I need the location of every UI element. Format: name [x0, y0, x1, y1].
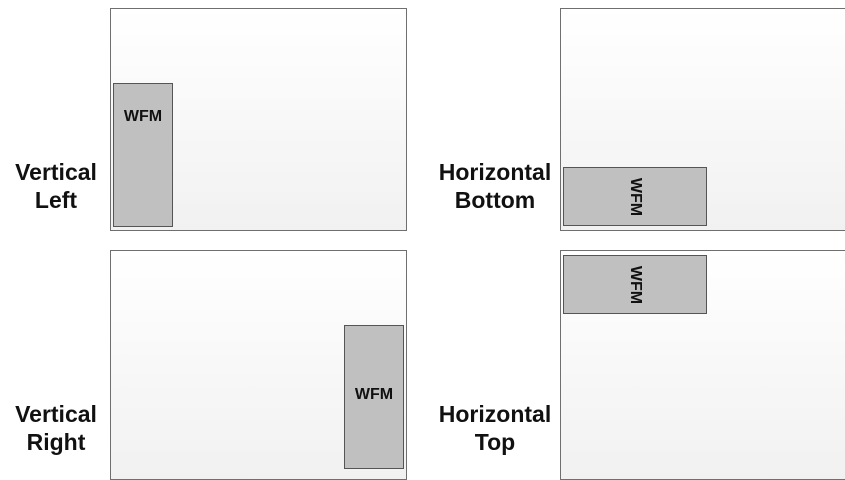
label-horizontal-top: [430, 400, 560, 456]
panel-vertical-left: [110, 8, 407, 231]
wfm-label: WFM: [354, 386, 394, 403]
label-vertical-left: [6, 158, 106, 214]
label-line2: Bottom: [454, 187, 536, 213]
panel-vertical-right: [110, 250, 407, 480]
label-vertical-right: [6, 400, 106, 456]
label-line2: Top: [474, 429, 516, 455]
label-line1: Horizontal: [438, 401, 552, 427]
wfm-box: [563, 167, 707, 226]
wfm-box: [563, 255, 707, 314]
label-horizontal-bottom: [430, 158, 560, 214]
wfm-label: WFM: [626, 177, 644, 216]
wfm-box: [344, 325, 404, 469]
label-line1: Vertical: [15, 159, 97, 185]
label-line1: Vertical: [15, 401, 97, 427]
label-line2: Right: [26, 429, 86, 455]
wfm-box: [113, 83, 173, 227]
label-line2: Left: [34, 187, 78, 213]
panel-horizontal-bottom: [560, 8, 845, 231]
label-line1: Horizontal: [438, 159, 552, 185]
wfm-label: WFM: [123, 108, 163, 125]
panel-horizontal-top: [560, 250, 845, 480]
wfm-label: WFM: [626, 265, 644, 304]
